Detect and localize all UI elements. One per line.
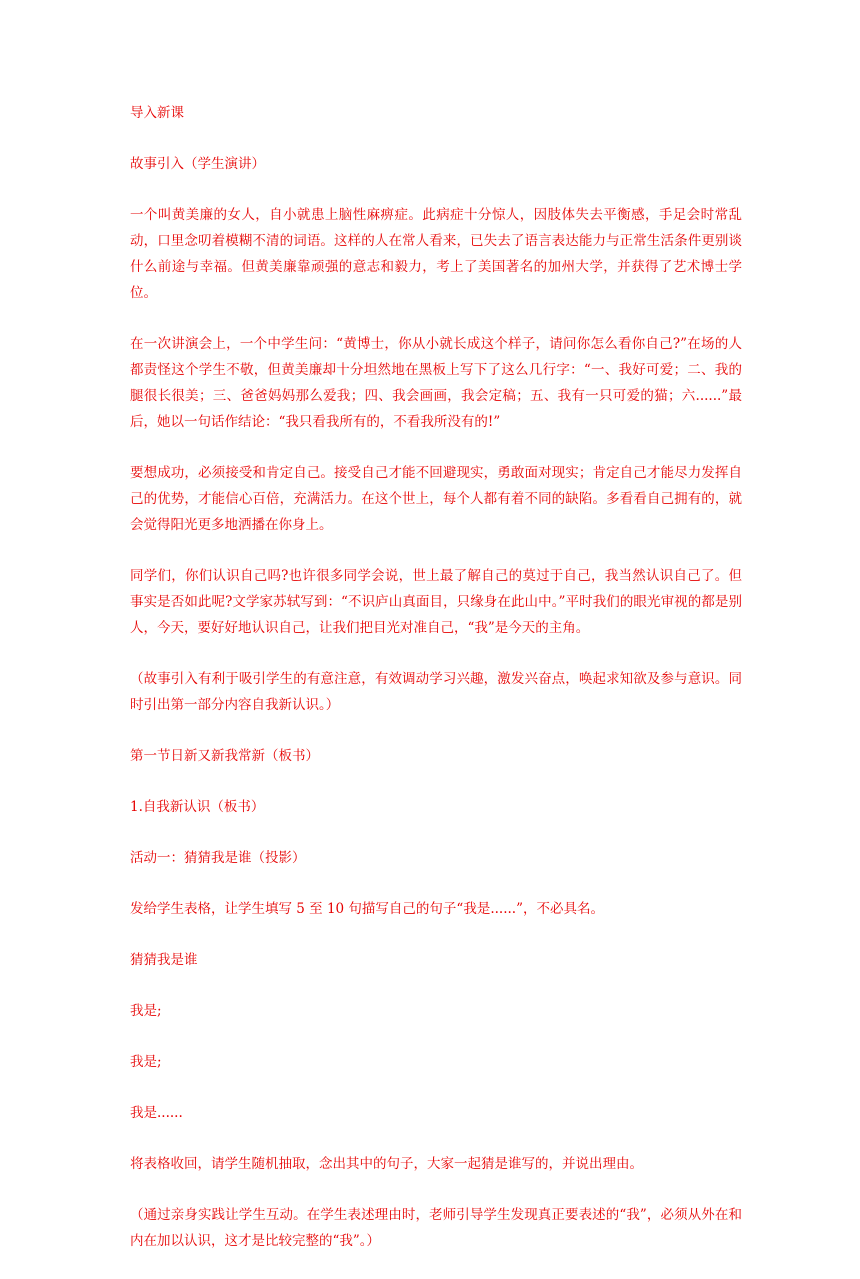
heading-activity-one: 活动一：猜猜我是谁（投影） (130, 850, 306, 866)
line-i-am-2: 我是; (130, 1054, 162, 1070)
paragraph-lecture: 在一次讲演会上，一个中学生问：“黄博士，你从小就长成这个样子，请问你怎么看你自己?”在场的人都责怪这个学生不敬，但黄美廉却十分坦然地在黑板上写下了这么几行字：“一、我好可爱；二、我的腿很长很美；三、爸爸妈妈那么爱我；四、我会画画，我会定稿；五、我有一只可爱的猫；六......”最后，她以一句话作结论：“我只看我所有的，不看我所没有的!” (130, 336, 742, 430)
paragraph-note-story: （故事引入有利于吸引学生的有意注意，有效调动学习兴趣，激发兴奋点，唤起求知欲及参与意识。同时引出第一部分内容自我新认识。） (130, 671, 742, 713)
paragraph-story: 一个叫黄美廉的女人，自小就患上脑性麻痹症。此病症十分惊人，因肢体失去平衡感，手足会时常乱动，口里念叨着模糊不清的词语。这样的人在常人看来，已失去了语言表达能力与正常生活条件更别谈什么前途与幸福。但黄美廉靠顽强的意志和毅力，考上了美国著名的加州大学，并获得了艺术博士学位。 (130, 207, 742, 301)
heading-story: 故事引入（学生演讲） (130, 156, 265, 172)
paragraph-collect-forms: 将表格收回，请学生随机抽取，念出其中的句子，大家一起猜是谁写的，并说出理由。 (130, 1156, 643, 1172)
line-i-am-1: 我是; (130, 1003, 162, 1019)
heading-section-one: 第一节日新又新我常新（板书） (130, 748, 319, 764)
heading-self-awareness: 1.自我新认识（板书） (130, 799, 265, 815)
paragraph-success: 要想成功，必须接受和肯定自己。接受自己才能不回避现实，勇敢面对现实；肯定自己才能尽力发挥自己的优势，才能信心百倍，充满活力。在这个世上，每个人都有着不同的缺陷。多看看自己拥有的，就会觉得阳光更多地洒播在你身上。 (130, 465, 742, 533)
paragraph-students: 同学们，你们认识自己吗?也许很多同学会说，世上最了解自己的莫过于自己，我当然认识自己了。但事实是否如此呢?文学家苏轼写到：“不识庐山真面目，只缘身在此山中。”平时我们的眼光审视的都是别人，今天，要好好地认识自己，让我们把目光对准自己，“我”是今天的主角。 (130, 568, 742, 636)
document-page (130, 100, 742, 1279)
line-i-am-3: 我是...... (130, 1105, 183, 1121)
paragraph-note-activity: （通过亲身实践让学生互动。在学生表述理由时，老师引导学生发现真正要表述的“我”，必须从外在和内在加以认识，这才是比较完整的“我”。） (130, 1207, 742, 1249)
paragraph-activity-instructions: 发给学生表格，让学生填写 5 至 10 句描写自己的句子“我是......”，不必具名。 (130, 901, 604, 917)
heading-guess-who: 猜猜我是谁 (130, 952, 198, 968)
heading-intro: 导入新课 (130, 105, 184, 121)
